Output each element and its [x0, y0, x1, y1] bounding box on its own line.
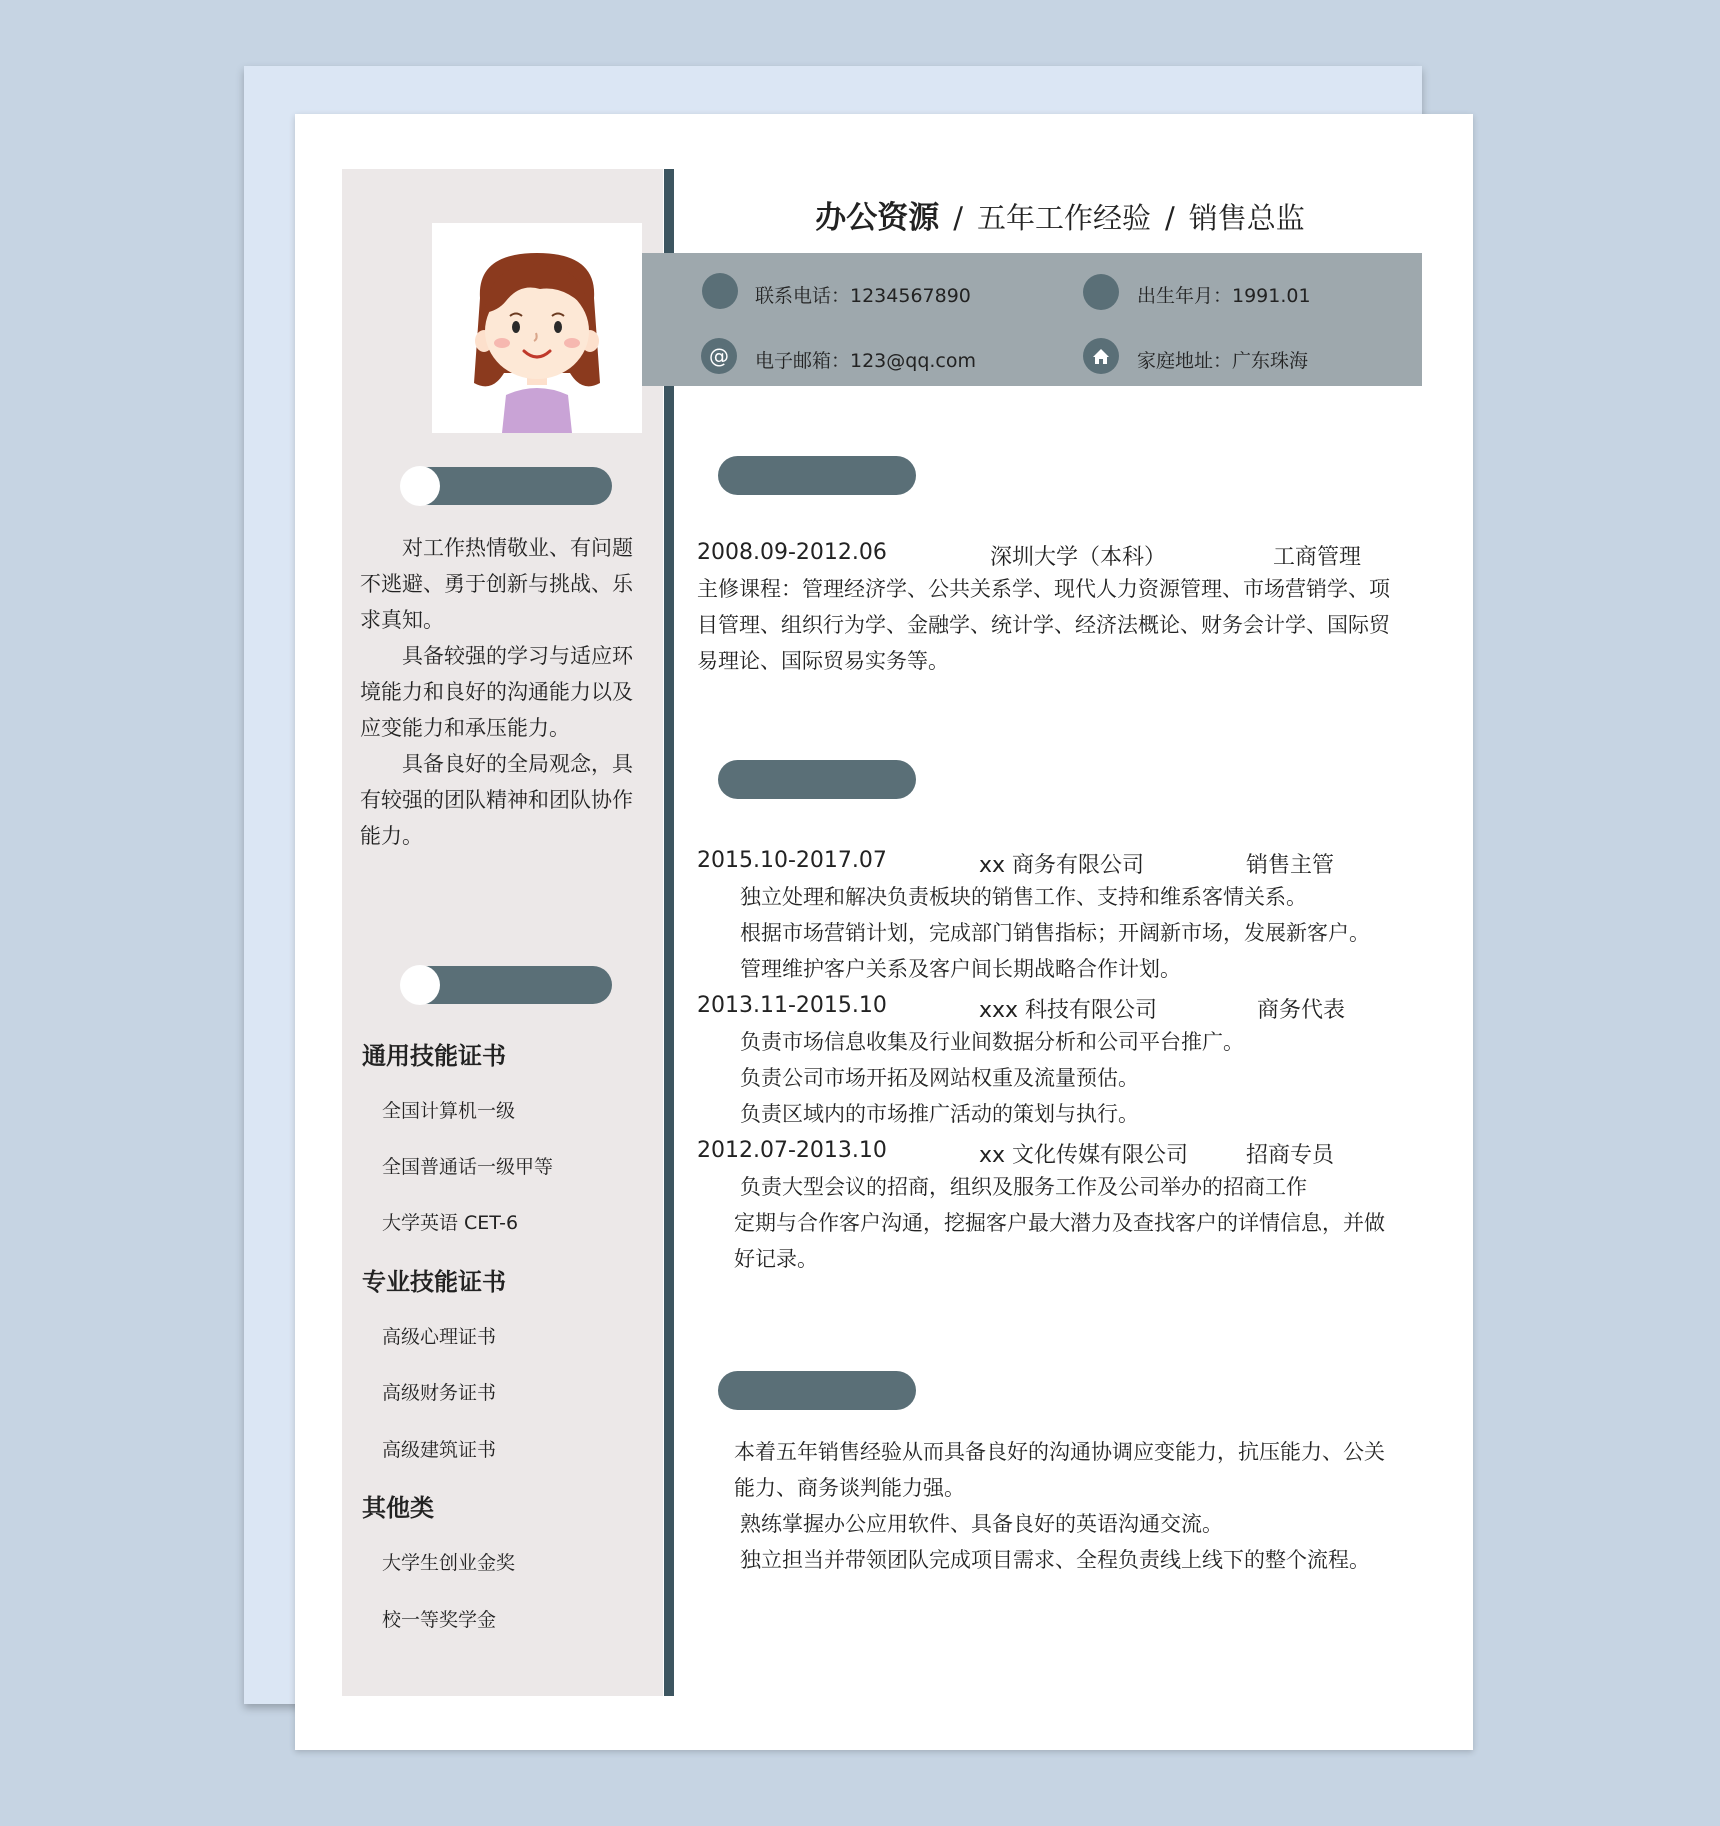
phone-text: 联系电话：1234567890	[755, 285, 971, 307]
self-evaluation-section-marker	[718, 1371, 916, 1410]
person-name: 办公资源	[815, 200, 940, 236]
profile-text	[360, 530, 638, 854]
courses-text: 主修课程：管理经济学、公共关系学、现代人力资源管理、市场营销学、项目管理、组织行为学、金融学、统计学、经济法概论、财务会计学、国际贸易理论、国际贸易实务等。	[697, 577, 1390, 673]
education-courses	[697, 571, 1402, 679]
job-company: xx 商务有限公司	[979, 853, 1145, 878]
certificate-item: 高级财务证书	[382, 1382, 497, 1404]
job-period: 2013.11-2015.10	[697, 993, 887, 1018]
self-evaluation-item: 本着五年销售经验从而具备良好的沟通协调应变能力，抗压能力、公关能力、商务谈判能力强。	[734, 1440, 1385, 1500]
certificate-item: 大学英语 CET-6	[382, 1212, 519, 1234]
job-duty: 负责市场信息收集及行业间数据分析和公司平台推广。	[740, 1030, 1244, 1054]
certificate-item: 高级建筑证书	[382, 1439, 497, 1461]
job-duty: 负责公司市场开拓及网站权重及流量预估。	[740, 1066, 1139, 1090]
job-duty: 定期与合作客户沟通，挖掘客户最大潜力及查找客户的详情信息，并做好记录。	[734, 1211, 1385, 1271]
certificate-item: 全国计算机一级	[382, 1100, 516, 1122]
education-section-marker	[718, 456, 916, 495]
home-icon	[1083, 338, 1119, 374]
job-duty: 负责区域内的市场推广活动的策划与执行。	[740, 1102, 1139, 1126]
job-duty: 根据市场营销计划，完成部门销售指标；开阔新市场，发展新客户。	[740, 921, 1370, 945]
certificate-item: 校一等奖学金	[382, 1609, 497, 1631]
calendar-icon	[1083, 274, 1119, 310]
job-duties	[740, 879, 1420, 987]
job-duties	[740, 1024, 1420, 1132]
job-position: 销售总监	[1188, 201, 1305, 235]
profile-paragraph: 具备良好的全局观念，具有较强的团队精神和团队协作能力。	[360, 752, 633, 848]
job-company: xx 文化传媒有限公司	[979, 1143, 1189, 1168]
title-separator: /	[1165, 201, 1175, 235]
education-major: 工商管理	[1273, 545, 1362, 570]
email-text: 电子邮箱：123@qq.com	[755, 350, 977, 372]
certificate-item: 大学生创业金奖	[382, 1552, 516, 1574]
profile-paragraph: 具备较强的学习与适应环境能力和良好的沟通能力以及应变能力和承压能力。	[360, 644, 633, 740]
address-text: 家庭地址：广东珠海	[1137, 350, 1309, 372]
job-title: 销售主管	[1246, 853, 1335, 878]
job-title: 商务代表	[1257, 998, 1346, 1023]
job-duties	[734, 1169, 1396, 1277]
job-period: 2012.07-2013.10	[697, 1138, 887, 1163]
vertical-divider	[664, 169, 674, 1696]
other-certificates-heading: 其他类	[362, 1494, 434, 1522]
girl-avatar-icon	[432, 223, 642, 433]
experience-years: 五年工作经验	[976, 201, 1151, 235]
profile-marker-dot	[400, 466, 440, 506]
title-separator: /	[953, 201, 963, 235]
certificate-item: 全国普通话一级甲等	[382, 1156, 554, 1178]
certificates-marker-dot	[400, 965, 440, 1005]
birth-text: 出生年月：1991.01	[1137, 285, 1311, 307]
education-period: 2008.09-2012.06	[697, 540, 887, 565]
job-duty: 独立处理和解决负责板块的销售工作、支持和维系客情关系。	[740, 885, 1307, 909]
page-title	[700, 192, 1420, 237]
job-duty: 管理维护客户关系及客户间长期战略合作计划。	[740, 957, 1181, 981]
job-period: 2015.10-2017.07	[697, 848, 887, 873]
profile-paragraph: 对工作热情敬业、有问题不逃避、勇于创新与挑战、乐求真知。	[360, 536, 633, 632]
certificate-item: 高级心理证书	[382, 1326, 497, 1348]
general-certificates-heading: 通用技能证书	[362, 1042, 506, 1070]
avatar	[432, 223, 642, 433]
professional-certificates-heading: 专业技能证书	[362, 1268, 506, 1296]
experience-section-marker	[718, 760, 916, 799]
self-evaluation-item: 独立担当并带领团队完成项目需求、全程负责线上线下的整个流程。	[740, 1548, 1370, 1572]
job-company: xxx 科技有限公司	[979, 998, 1158, 1023]
phone-icon	[702, 273, 738, 309]
education-school: 深圳大学（本科）	[990, 545, 1167, 570]
at-icon: @	[701, 338, 737, 374]
self-evaluation-item: 熟练掌握办公应用软件、具备良好的英语沟通交流。	[740, 1512, 1223, 1536]
self-evaluation	[734, 1434, 1396, 1578]
job-duty: 负责大型会议的招商，组织及服务工作及公司举办的招商工作	[740, 1175, 1307, 1199]
job-title: 招商专员	[1246, 1143, 1335, 1168]
